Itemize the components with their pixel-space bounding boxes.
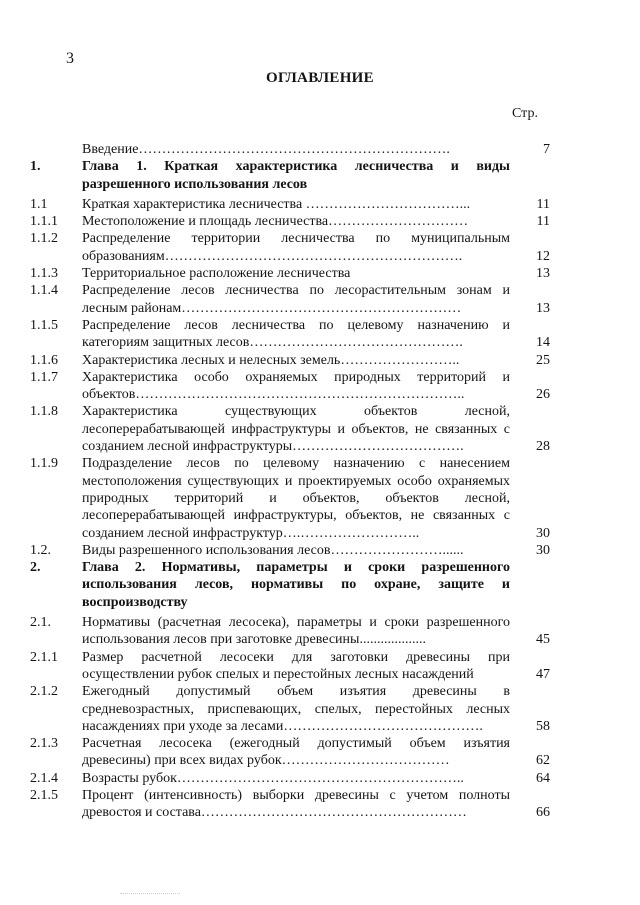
toc-entry [30,317,550,352]
toc-entry-page: 47 [536,666,550,682]
scan-artifact [120,893,180,895]
toc-entry-page: 13 [536,300,550,316]
toc-entry-page: 12 [536,248,550,264]
toc-entry-page: 11 [536,214,550,230]
toc-chapter-entry [30,559,550,611]
toc-entry-title: Характеристика лесных и нелесных земель…………………….. [82,352,460,368]
toc-entry-page: 30 [536,542,550,558]
toc-entry-title: Размер расчетной лесосеки для заготовки древесины при осуществлении рубок спелых и перестойных лесных насаждений [82,649,510,682]
toc-entry-number: 2.1.3 [30,736,58,752]
toc-entry-title: Виды разрешенного использования лесов……………………...... [82,542,464,558]
toc-entry-page: 66 [536,805,550,821]
toc-entry-title: Введение…………………………………………………………. [82,142,450,157]
toc-entry-number: 2.1.2 [30,684,58,700]
page-title: ОГЛАВЛЕНИЕ [266,70,374,86]
toc-entry-title: Возрасты рубок…………………………………………………….. [82,770,464,786]
toc-entry-title: Процент (интенсивность) выборки древесины с учетом полноты древостоя и состава………………………………………………… [82,787,510,821]
toc-entry-title: Характеристика особо охраняемых природных территорий и объектов…………………………………………………………….. [82,369,510,403]
toc-entry-number: 1.1.5 [30,317,58,333]
toc-entry-title: Глава 1. Краткая характеристика лесничества и виды разрешенного использования лесов [82,159,510,192]
toc-entry [30,649,550,684]
toc-entry-page: 11 [536,196,550,212]
toc-entry [30,196,550,213]
toc-entry [30,614,550,649]
toc-entry-number: 1.2. [30,542,51,558]
toc-entry-title: Характеристика существующих объектов лесной, лесоперерабатывающей инфраструктуры и объектов, не связанных с созданием лесной инфраструктуры………………………………. [82,404,510,455]
toc-entry [30,230,550,265]
toc-entry-number: 1.1.4 [30,283,58,299]
toc-entry-page: 13 [536,266,550,282]
page-column-label: Стр. [512,106,538,121]
toc-entry-number: 2.1.5 [30,787,58,803]
toc-entry-title: Территориальное расположение лесничества [82,266,351,282]
toc-entry-page: 7 [543,142,550,157]
toc-entry-number: 2.1. [30,615,51,631]
toc-chapter-entry [30,158,550,193]
toc-entry [30,542,550,559]
toc-entry-title: Нормативы (расчетная лесосека), параметры и сроки разрешенного использования лесов при заготовке древесины................... [82,615,510,648]
toc-entry-number: 1.1.6 [30,352,58,368]
toc-entry [30,403,550,455]
toc-entry [30,265,550,282]
toc-entry-number: 1. [30,159,41,175]
toc-entry-page: 25 [536,352,550,368]
page-number: 3 [66,50,74,67]
toc-entry-number: 1.1 [30,196,48,212]
toc-entry-title: Распределение лесов лесничества по лесорастительным зонам и лесным районам…………………………………………………… [82,283,510,316]
toc-entry [30,787,550,822]
toc-entry-page: 64 [536,770,550,786]
toc-entry-title: Подразделение лесов по целевому назначению с нанесением местоположения существующих и проектируемых особо охраняемых природных территорий и объектов, объектов лесной, лесоперерабатывающей инфраструктуры, объектов, не связанных с созданием лесной инфраструктур….…………………….. [82,456,510,541]
toc-entry-number: 1.1.9 [30,456,58,472]
toc-entry-number: 1.1.8 [30,404,58,420]
toc-entry-number: 2.1.1 [30,649,58,665]
toc-entry [30,770,550,787]
toc-entry-title: Распределение территории лесничества по муниципальным образованиям………………………………………………………. [82,231,510,264]
toc-entry-page: 62 [536,753,550,769]
toc-entry-title: Глава 2. Нормативы, параметры и сроки разрешенного использования лесов, нормативы по охране, защите и воспроизводству [82,560,510,610]
toc-entry-title: Ежегодный допустимый объем изъятия древесины в средневозрастных, приспевающих, спелых, перестойных лесных насаждениях при уходе за лесами……………………………………. [82,684,510,734]
toc-entry-page: 45 [536,632,550,648]
toc-entry-page: 58 [536,718,550,734]
toc-entry [30,735,550,770]
toc-entry-number: 2.1.4 [30,770,58,786]
toc-entry [30,455,550,541]
toc-entry-title: Расчетная лесосека (ежегодный допустимый объем изъятия древесины) при всех видах рубок……………………………… [82,736,510,769]
toc-entry-page: 30 [536,525,550,541]
toc-entry-page: 14 [536,335,550,351]
toc-entry [30,213,550,230]
toc-entry [30,141,550,158]
toc-entry-number: 1.1.7 [30,369,58,385]
toc-entry-title: Распределение лесов лесничества по целевому назначению и категориям защитных лесов………………………………………. [82,317,510,351]
toc-entry [30,683,550,735]
toc-entry-number: 1.1.2 [30,231,58,247]
toc-entry [30,352,550,369]
toc-entry-page: 26 [536,387,550,403]
toc-entry-number: 2. [30,560,41,576]
table-of-contents [30,141,550,822]
toc-entry-page: 28 [536,439,550,455]
toc-entry [30,369,550,404]
toc-entry-title: Местоположение и площадь лесничества………………………… [82,214,469,230]
toc-entry-title: Краткая характеристика лесничества ……………………………... [82,196,471,212]
toc-entry [30,282,550,317]
toc-entry-number: 1.1.3 [30,266,58,282]
toc-entry-number: 1.1.1 [30,214,58,230]
